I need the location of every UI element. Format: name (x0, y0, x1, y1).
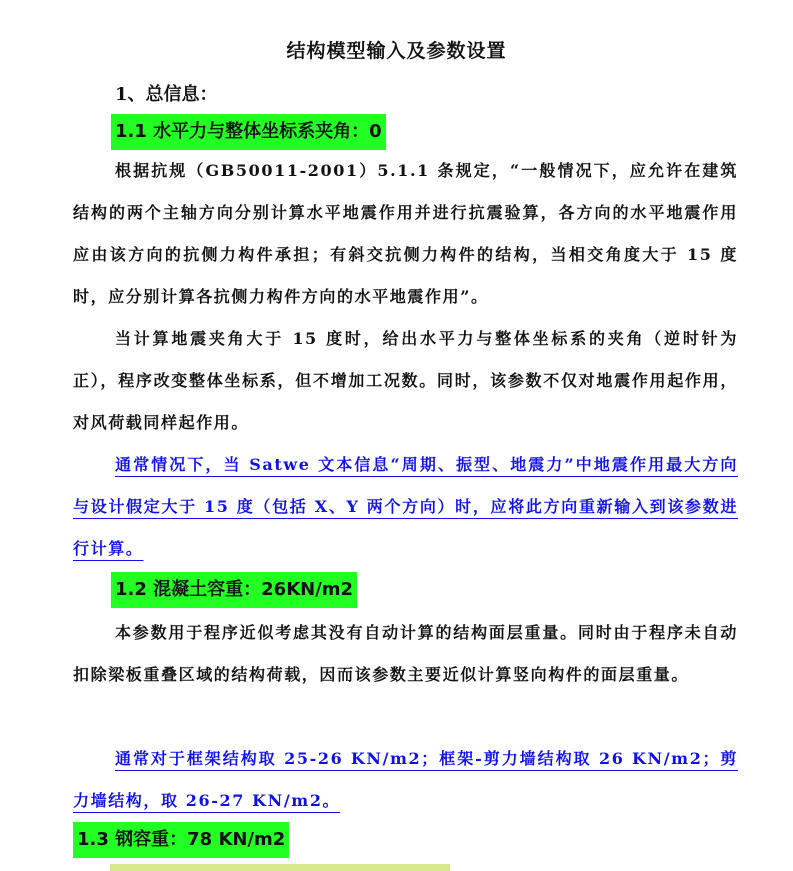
note-seismic-angle-usage: 通常情况下，当 Satwe 文本信息“周期、振型、地震力”中地震作用最大方向与设计假定大于 15 度（包括 X、Y 两个方向）时，应将此方向重新输入到该参数进行计算。 (73, 455, 738, 558)
paragraph-seismic-angle-explanation: 当计算地震夹角大于 15 度时，给出水平力与整体坐标系的夹角（逆时针为正），程序改变整体坐标系，但不增加工况数。同时，该参数不仅对地震作用起作用，对风荷载同样起作用。 (73, 329, 738, 432)
page-title: 结构模型输入及参数设置 (286, 40, 507, 62)
paragraph-concrete-density-explanation: 本参数用于程序近似考虑其没有自动计算的结构面层重量。同时由于程序未自动扣除梁板重叠区域的结构荷载，因而该参数主要近似计算竖向构件的面层重量。 (73, 623, 738, 684)
note-concrete-density-values: 通常对于框架结构取 25-26 KN/m2；框架-剪力墙结构取 26 KN/m2；剪力墙结构，取 26-27 KN/m2。 (73, 749, 738, 810)
cropped-next-line (110, 864, 450, 871)
heading-concrete-density: 1.2 混凝土容重：26KN/m2 (111, 572, 357, 608)
heading-horizontal-force-angle: 1.1 水平力与整体坐标系夹角：0 (111, 114, 386, 150)
section-heading-general-info: 1、总信息： (115, 84, 218, 105)
paragraph-seismic-code-quote: 根据抗规（GB50011-2001）5.1.1 条规定，“一般情况下，应允许在建筑结构的两个主轴方向分别计算水平地震作用并进行抗震验算，各方向的水平地震作用应由该方向的抗侧力构件承担；有斜交抗侧力构件的结构，当相交角度大于 15 度时，应分别计算各抗侧力构件方向的水平地震作用”。 (73, 161, 738, 306)
heading-steel-density: 1.3 钢容重：78 KN/m2 (73, 822, 289, 858)
